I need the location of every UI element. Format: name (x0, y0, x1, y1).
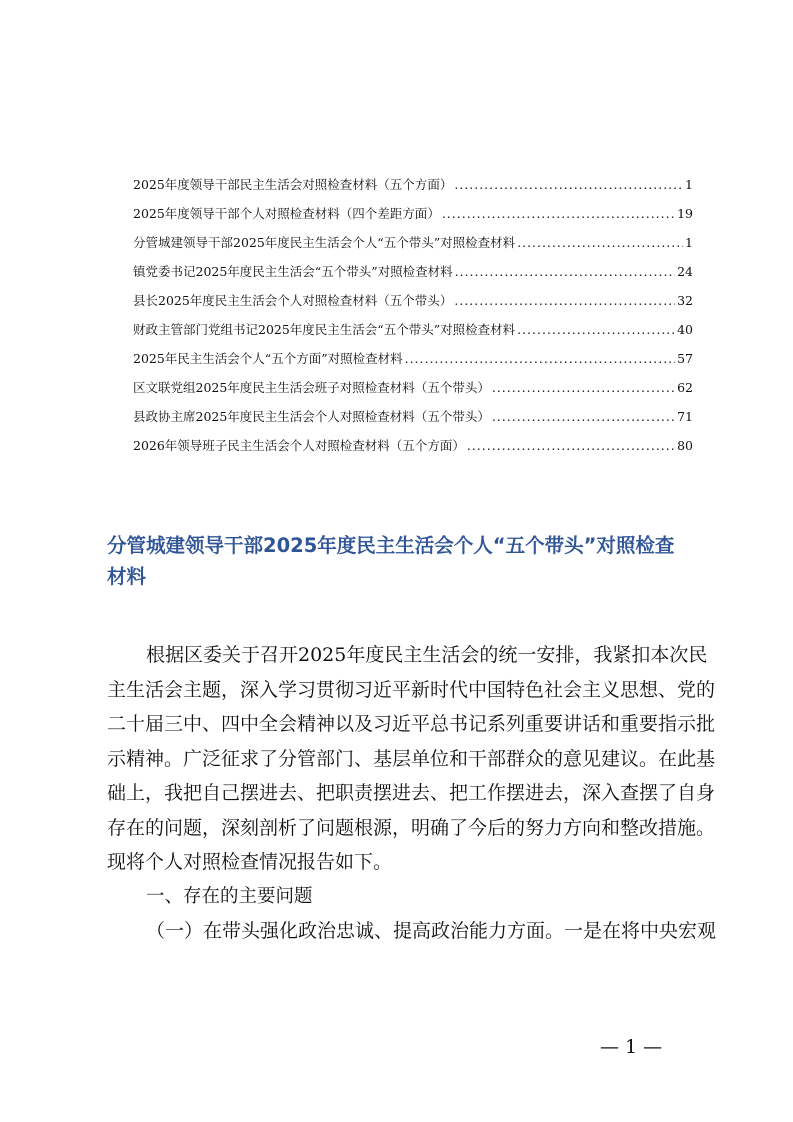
toc-entry[interactable] (133, 233, 693, 262)
toc-entry-page: 1 (685, 235, 693, 250)
toc-leader-dots (405, 351, 676, 366)
toc-entry-title: 2025年民主生活会个人“五个方面”对照检查材料 (133, 351, 403, 366)
toc-entry[interactable] (133, 407, 693, 436)
toc-leader-dots (517, 235, 683, 250)
toc-entry-title: 2025年度领导干部个人对照检查材料（四个差距方面） (133, 206, 440, 221)
page-number: — 1 — (600, 1036, 663, 1058)
toc-entry-page: 57 (677, 351, 693, 366)
toc-entry[interactable] (133, 291, 693, 320)
toc-entry[interactable] (133, 436, 693, 465)
toc-leader-dots (454, 293, 675, 308)
toc-entry-page: 32 (677, 293, 693, 308)
toc-entry[interactable] (133, 320, 693, 349)
toc-leader-dots (492, 380, 675, 395)
paragraph-line: 根据区委关于召开2025年度民主生活会的统一安排，我紧扣本次民 (146, 644, 708, 666)
toc-entry-title: 财政主管部门党组书记2025年度民主生活会“五个带头”对照检查材料 (133, 322, 516, 337)
subsection-line: （一）在带头强化政治忠诚、提高政治能力方面。一是在将中央宏观 (146, 920, 717, 942)
toc-leader-dots (467, 438, 675, 453)
toc-entry-page: 80 (677, 438, 693, 453)
document-title-line: 材料 (107, 565, 147, 588)
toc-leader-dots (442, 206, 675, 221)
toc-entry-page: 1 (685, 177, 693, 192)
toc-entry[interactable] (133, 204, 693, 233)
paragraph-line: 存在的问题，深刻剖析了问题根源，明确了今后的努力方向和整改措施。 (107, 816, 716, 839)
toc-entry-page: 71 (677, 409, 693, 424)
section-heading: 一、存在的主要问题 (146, 885, 313, 907)
toc-leader-dots (455, 264, 676, 279)
toc-entry-title: 2026年领导班子民主生活会个人对照检查材料（五个方面） (133, 438, 465, 453)
toc-entry-title: 区文联党组2025年度民主生活会班子对照检查材料（五个带头） (133, 380, 490, 395)
toc-entry[interactable] (133, 262, 693, 291)
toc-entry-title: 县长2025年度民主生活会个人对照检查材料（五个带头） (133, 293, 453, 308)
toc-entry-title: 镇党委书记2025年度民主生活会“五个带头”对照检查材料 (133, 264, 453, 279)
toc-entry[interactable] (133, 349, 693, 378)
document-title (107, 530, 697, 592)
paragraph-line: 础上，我把自己摆进去、把职责摆进去、把工作摆进去，深入查摆了自身 (107, 782, 716, 804)
toc-leader-dots (492, 409, 675, 424)
toc-entry-title: 县政协主席2025年度民主生活会个人对照检查材料（五个带头） (133, 409, 490, 424)
toc-entry-page: 62 (677, 380, 693, 395)
document-body (107, 638, 717, 949)
toc-leader-dots (454, 177, 683, 192)
table-of-contents (133, 175, 693, 465)
toc-entry[interactable] (133, 175, 693, 204)
paragraph-line: 现将个人对照检查情况报告如下。 (107, 851, 393, 873)
paragraph-line: 示精神。广泛征求了分管部门、基层单位和干部群众的意见建议。在此基 (107, 747, 716, 770)
toc-entry-page: 40 (677, 322, 693, 337)
toc-leader-dots (517, 322, 675, 337)
toc-entry[interactable] (133, 378, 693, 407)
paragraph-line: 二十届三中、四中全会精神以及习近平总书记系列重要讲话和重要指示批 (107, 713, 716, 735)
paragraph-line: 主生活会主题，深入学习贯彻习近平新时代中国特色社会主义思想、党的 (107, 678, 716, 701)
toc-entry-title: 2025年度领导干部民主生活会对照检查材料（五个方面） (133, 177, 453, 192)
document-title-line: 分管城建领导干部2025年度民主生活会个人“五个带头”对照检查 (107, 534, 675, 557)
toc-entry-title: 分管城建领导干部2025年度民主生活会个人“五个带头”对照检查材料 (133, 235, 516, 250)
toc-entry-page: 24 (677, 264, 693, 279)
toc-entry-page: 19 (677, 206, 693, 221)
